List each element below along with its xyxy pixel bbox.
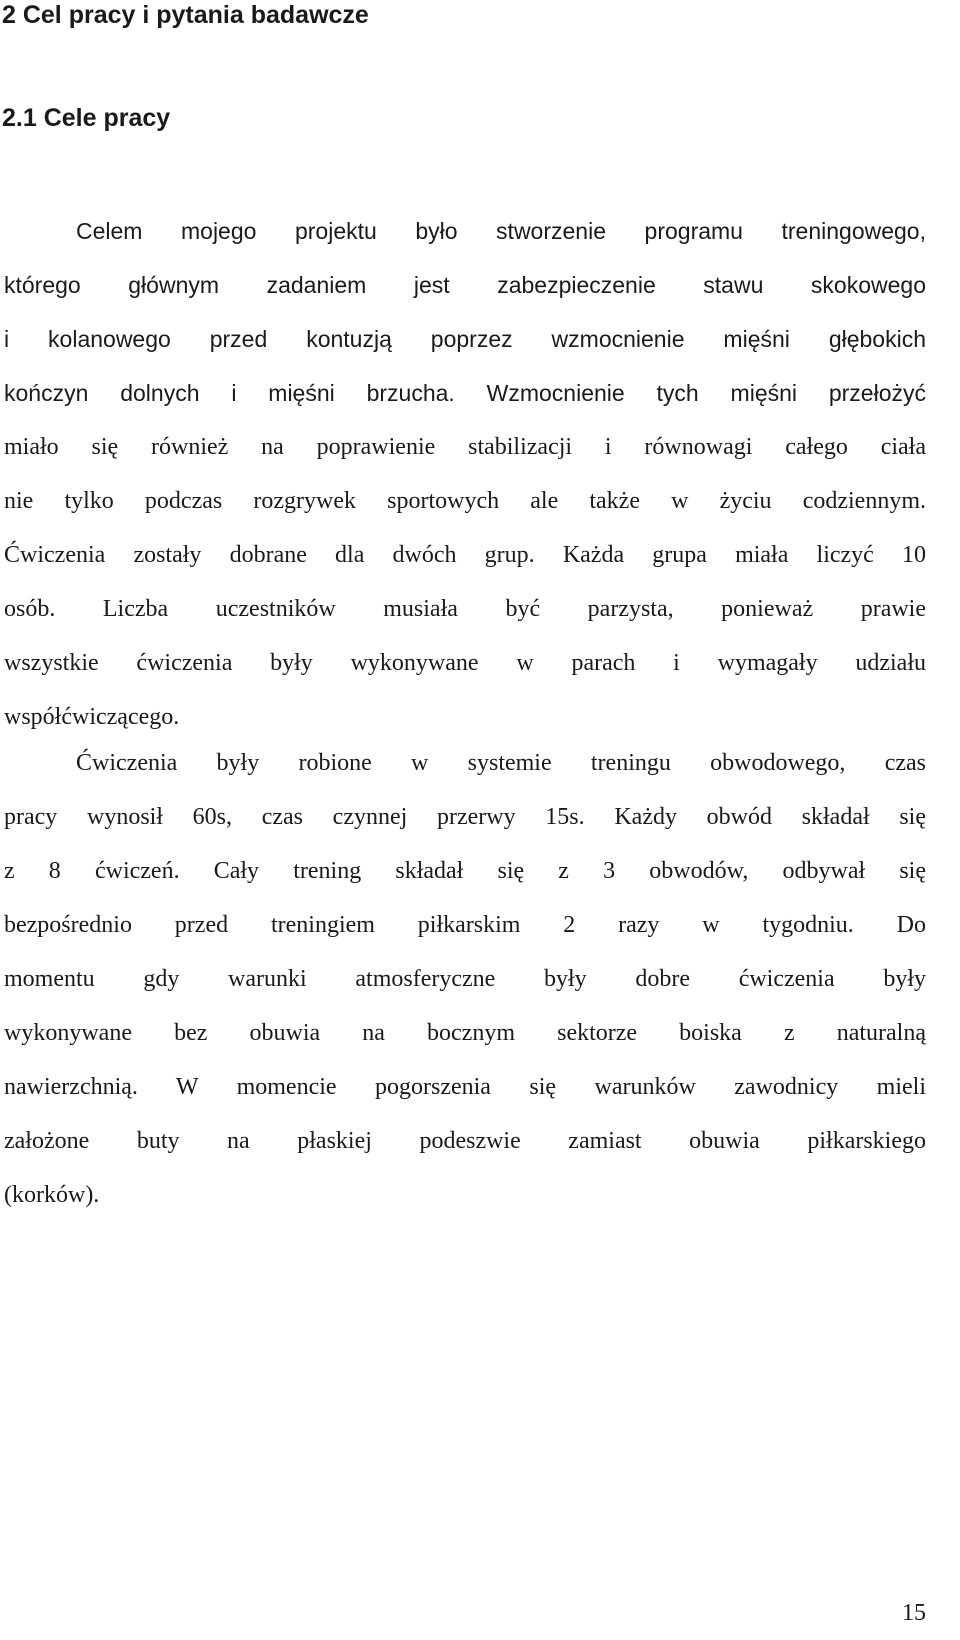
paragraph-line: Celem mojego projektu było stworzenie programu treningowego, — [76, 218, 926, 244]
paragraph-line: pracy wynosił 60s, czas czynnej przerwy 15s. Każdy obwód składał się — [4, 804, 926, 830]
paragraph-line: (korków). — [4, 1182, 100, 1208]
paragraph-line: bezpośrednio przed treningiem piłkarskim 2 razy w tygodniu. Do — [4, 912, 926, 938]
paragraph-goals — [4, 204, 926, 744]
section-heading: 2 Cel pracy i pytania badawcze — [2, 1, 369, 29]
paragraph-line: Ćwiczenia były robione w systemie treningu obwodowego, czas — [76, 750, 926, 776]
paragraph-line: współćwiczącego. — [4, 704, 180, 730]
paragraph-line: kończyn dolnych i mięśni brzucha. Wzmocnienie tych mięśni przełożyć — [4, 380, 926, 406]
subsection-heading: 2.1 Cele pracy — [2, 104, 171, 132]
paragraph-line: miało się również na poprawienie stabilizacji i równowagi całego ciała — [4, 434, 926, 460]
paragraph-line: nie tylko podczas rozgrywek sportowych ale także w życiu codziennym. — [4, 488, 926, 514]
page-number: 15 — [902, 1600, 926, 1626]
paragraph-line: wykonywane bez obuwia na bocznym sektorze boiska z naturalną — [4, 1020, 926, 1046]
paragraph-line: założone buty na płaskiej podeszwie zamiast obuwia piłkarskiego — [4, 1128, 926, 1154]
paragraph-line: z 8 ćwiczeń. Cały trening składał się z 3 obwodów, odbywał się — [4, 858, 926, 884]
paragraph-line: momentu gdy warunki atmosferyczne były dobre ćwiczenia były — [4, 966, 926, 992]
paragraph-line: Ćwiczenia zostały dobrane dla dwóch grup. Każda grupa miała liczyć 10 — [4, 542, 926, 568]
paragraph-line: nawierzchnią. W momencie pogorszenia się warunków zawodnicy mieli — [4, 1074, 926, 1100]
paragraph-method — [4, 736, 926, 1222]
paragraph-line: którego głównym zadaniem jest zabezpieczenie stawu skokowego — [4, 272, 926, 298]
paragraph-line: wszystkie ćwiczenia były wykonywane w parach i wymagały udziału — [4, 650, 926, 676]
paragraph-line: osób. Liczba uczestników musiała być parzysta, ponieważ prawie — [4, 596, 926, 622]
paragraph-line: i kolanowego przed kontuzją poprzez wzmocnienie mięśni głębokich — [4, 326, 926, 352]
